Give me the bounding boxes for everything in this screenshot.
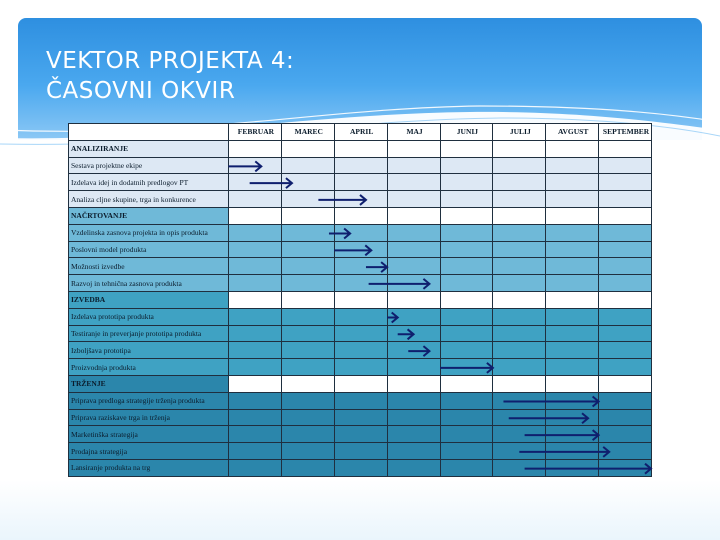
timeline-cell — [387, 375, 440, 392]
timeline-cell — [334, 291, 387, 308]
month-header: APRIL — [334, 124, 387, 141]
timeline-cell — [599, 308, 652, 325]
timeline-cell — [387, 258, 440, 275]
timeline-cell — [387, 325, 440, 342]
timeline-cell — [334, 258, 387, 275]
timeline-cell — [440, 241, 493, 258]
month-header: FEBRUAR — [229, 124, 282, 141]
timeline-cell — [440, 426, 493, 443]
title-line-2: ČASOVNI OKVIR — [46, 78, 236, 104]
timeline-cell — [229, 342, 282, 359]
timeline-cell — [229, 409, 282, 426]
section-label: NAČRTOVANJE — [69, 207, 229, 224]
section-row — [69, 207, 652, 224]
timeline-cell — [387, 174, 440, 191]
timeline-cell — [493, 392, 546, 409]
month-header: MAJ — [387, 124, 440, 141]
title-line-1: VEKTOR PROJEKTA 4: — [46, 48, 295, 74]
task-label: Izdelava prototipa produkta — [69, 308, 229, 325]
timeline-cell — [229, 224, 282, 241]
task-row — [69, 426, 652, 443]
timeline-cell — [281, 291, 334, 308]
task-row — [69, 409, 652, 426]
timeline-cell — [387, 140, 440, 157]
timeline-cell — [546, 291, 599, 308]
timeline-cell — [281, 325, 334, 342]
timeline-cell — [493, 157, 546, 174]
timeline-cell — [546, 258, 599, 275]
task-label: Priprava raziskave trga in trženja — [69, 409, 229, 426]
task-row — [69, 459, 652, 476]
timeline-cell — [440, 275, 493, 292]
timeline-cell — [546, 443, 599, 460]
timeline-cell — [387, 207, 440, 224]
timeline-cell — [334, 392, 387, 409]
task-row — [69, 174, 652, 191]
task-row — [69, 275, 652, 292]
timeline-cell — [546, 426, 599, 443]
timeline-cell — [281, 375, 334, 392]
timeline-cell — [546, 342, 599, 359]
timeline-cell — [229, 375, 282, 392]
timeline-cell — [440, 191, 493, 208]
gantt-table-wrapper — [68, 123, 652, 478]
timeline-cell — [440, 375, 493, 392]
bottom-shade — [0, 480, 720, 540]
timeline-cell — [493, 308, 546, 325]
task-label: Analiza cljne skupine, trga in konkurence — [69, 191, 229, 208]
task-label: Izdelava idej in dodatnih predlogov PT — [69, 174, 229, 191]
task-label: Možnosti izvedbe — [69, 258, 229, 275]
timeline-cell — [546, 325, 599, 342]
timeline-cell — [334, 207, 387, 224]
timeline-cell — [546, 224, 599, 241]
task-row — [69, 157, 652, 174]
timeline-cell — [599, 426, 652, 443]
timeline-cell — [493, 191, 546, 208]
timeline-cell — [387, 409, 440, 426]
timeline-cell — [387, 191, 440, 208]
timeline-cell — [440, 140, 493, 157]
timeline-cell — [493, 275, 546, 292]
section-label: TRŽENJE — [69, 375, 229, 392]
task-row — [69, 258, 652, 275]
timeline-cell — [493, 140, 546, 157]
timeline-cell — [493, 459, 546, 476]
timeline-cell — [599, 392, 652, 409]
task-label: Marketinška strategija — [69, 426, 229, 443]
month-header: JULIJ — [493, 124, 546, 141]
timeline-cell — [440, 224, 493, 241]
timeline-cell — [334, 241, 387, 258]
task-row — [69, 241, 652, 258]
timeline-cell — [440, 359, 493, 376]
timeline-cell — [387, 359, 440, 376]
task-label: Poslovni model produkta — [69, 241, 229, 258]
timeline-cell — [229, 426, 282, 443]
timeline-cell — [493, 258, 546, 275]
task-row — [69, 359, 652, 376]
timeline-cell — [599, 140, 652, 157]
section-label: ANALIZIRANJE — [69, 140, 229, 157]
task-label: Izboljšava prototipa — [69, 342, 229, 359]
timeline-cell — [440, 409, 493, 426]
timeline-cell — [440, 258, 493, 275]
task-row — [69, 224, 652, 241]
timeline-cell — [599, 342, 652, 359]
task-label: Proizvodnja produkta — [69, 359, 229, 376]
timeline-cell — [387, 392, 440, 409]
task-row — [69, 191, 652, 208]
task-row — [69, 308, 652, 325]
timeline-cell — [387, 291, 440, 308]
timeline-cell — [281, 174, 334, 191]
timeline-cell — [493, 224, 546, 241]
timeline-cell — [281, 308, 334, 325]
timeline-cell — [229, 174, 282, 191]
gantt-table — [68, 123, 652, 477]
timeline-cell — [281, 342, 334, 359]
timeline-cell — [546, 308, 599, 325]
timeline-cell — [493, 443, 546, 460]
timeline-cell — [493, 174, 546, 191]
timeline-cell — [387, 224, 440, 241]
timeline-cell — [599, 459, 652, 476]
timeline-cell — [599, 258, 652, 275]
timeline-cell — [546, 459, 599, 476]
timeline-cell — [281, 443, 334, 460]
timeline-cell — [229, 157, 282, 174]
timeline-cell — [334, 157, 387, 174]
timeline-cell — [546, 174, 599, 191]
timeline-cell — [281, 359, 334, 376]
timeline-cell — [546, 375, 599, 392]
timeline-cell — [599, 359, 652, 376]
timeline-cell — [599, 207, 652, 224]
timeline-cell — [281, 191, 334, 208]
timeline-cell — [493, 241, 546, 258]
timeline-cell — [440, 174, 493, 191]
timeline-cell — [493, 291, 546, 308]
timeline-cell — [334, 409, 387, 426]
timeline-cell — [546, 409, 599, 426]
timeline-cell — [281, 157, 334, 174]
timeline-cell — [334, 375, 387, 392]
timeline-cell — [440, 308, 493, 325]
timeline-cell — [387, 426, 440, 443]
timeline-cell — [229, 275, 282, 292]
timeline-cell — [599, 157, 652, 174]
timeline-cell — [440, 443, 493, 460]
timeline-cell — [334, 174, 387, 191]
timeline-cell — [599, 275, 652, 292]
timeline-cell — [493, 207, 546, 224]
timeline-cell — [387, 443, 440, 460]
timeline-cell — [229, 191, 282, 208]
timeline-cell — [387, 275, 440, 292]
task-row — [69, 443, 652, 460]
timeline-cell — [440, 291, 493, 308]
timeline-cell — [440, 207, 493, 224]
timeline-cell — [546, 140, 599, 157]
timeline-cell — [229, 308, 282, 325]
timeline-cell — [281, 459, 334, 476]
task-label: Prodajna strategija — [69, 443, 229, 460]
timeline-cell — [599, 409, 652, 426]
timeline-cell — [334, 359, 387, 376]
timeline-cell — [599, 375, 652, 392]
timeline-cell — [493, 409, 546, 426]
section-row — [69, 140, 652, 157]
timeline-cell — [599, 241, 652, 258]
task-label: Sestava projektne ekipe — [69, 157, 229, 174]
timeline-cell — [599, 443, 652, 460]
month-header: AVGUST — [546, 124, 599, 141]
timeline-cell — [229, 443, 282, 460]
timeline-cell — [440, 342, 493, 359]
timeline-cell — [599, 174, 652, 191]
timeline-cell — [546, 207, 599, 224]
timeline-cell — [229, 459, 282, 476]
timeline-cell — [281, 409, 334, 426]
timeline-cell — [493, 375, 546, 392]
timeline-cell — [334, 426, 387, 443]
section-row — [69, 291, 652, 308]
timeline-cell — [229, 291, 282, 308]
timeline-cell — [440, 392, 493, 409]
timeline-cell — [281, 258, 334, 275]
task-label: Lansiranje produkta na trg — [69, 459, 229, 476]
timeline-cell — [229, 325, 282, 342]
timeline-cell — [546, 157, 599, 174]
timeline-cell — [493, 426, 546, 443]
section-row — [69, 375, 652, 392]
task-row — [69, 392, 652, 409]
timeline-cell — [546, 392, 599, 409]
timeline-cell — [387, 157, 440, 174]
timeline-cell — [440, 325, 493, 342]
task-label: Vzdelinska zasnova projekta in opis produkta — [69, 224, 229, 241]
timeline-cell — [229, 392, 282, 409]
timeline-cell — [599, 191, 652, 208]
timeline-cell — [334, 191, 387, 208]
timeline-cell — [493, 359, 546, 376]
timeline-cell — [387, 308, 440, 325]
timeline-cell — [334, 140, 387, 157]
timeline-cell — [229, 241, 282, 258]
month-header: MAREC — [281, 124, 334, 141]
slide-title — [46, 46, 294, 106]
timeline-cell — [440, 157, 493, 174]
timeline-cell — [440, 459, 493, 476]
header-corner — [69, 124, 229, 141]
timeline-cell — [334, 224, 387, 241]
month-header: JUNIJ — [440, 124, 493, 141]
timeline-cell — [281, 224, 334, 241]
timeline-cell — [546, 359, 599, 376]
timeline-cell — [493, 325, 546, 342]
timeline-cell — [281, 241, 334, 258]
timeline-cell — [387, 342, 440, 359]
timeline-cell — [599, 291, 652, 308]
timeline-cell — [546, 275, 599, 292]
section-label: IZVEDBA — [69, 291, 229, 308]
timeline-cell — [493, 342, 546, 359]
timeline-cell — [229, 258, 282, 275]
timeline-cell — [334, 443, 387, 460]
timeline-cell — [387, 241, 440, 258]
timeline-cell — [334, 275, 387, 292]
timeline-cell — [281, 426, 334, 443]
timeline-cell — [281, 140, 334, 157]
task-label: Razvoj in tehnična zasnova produkta — [69, 275, 229, 292]
timeline-cell — [334, 325, 387, 342]
timeline-cell — [387, 459, 440, 476]
timeline-cell — [281, 207, 334, 224]
task-label: Priprava predloga strategije trženja produkta — [69, 392, 229, 409]
task-row — [69, 342, 652, 359]
task-label: Testiranje in preverjanje prototipa produkta — [69, 325, 229, 342]
timeline-cell — [281, 392, 334, 409]
month-header-row — [69, 124, 652, 141]
timeline-cell — [281, 275, 334, 292]
timeline-cell — [334, 459, 387, 476]
timeline-cell — [229, 359, 282, 376]
timeline-cell — [334, 308, 387, 325]
timeline-cell — [599, 325, 652, 342]
month-header: SEPTEMBER — [599, 124, 652, 141]
task-row — [69, 325, 652, 342]
timeline-cell — [546, 241, 599, 258]
timeline-cell — [334, 342, 387, 359]
timeline-cell — [599, 224, 652, 241]
timeline-cell — [229, 140, 282, 157]
timeline-cell — [546, 191, 599, 208]
timeline-cell — [229, 207, 282, 224]
